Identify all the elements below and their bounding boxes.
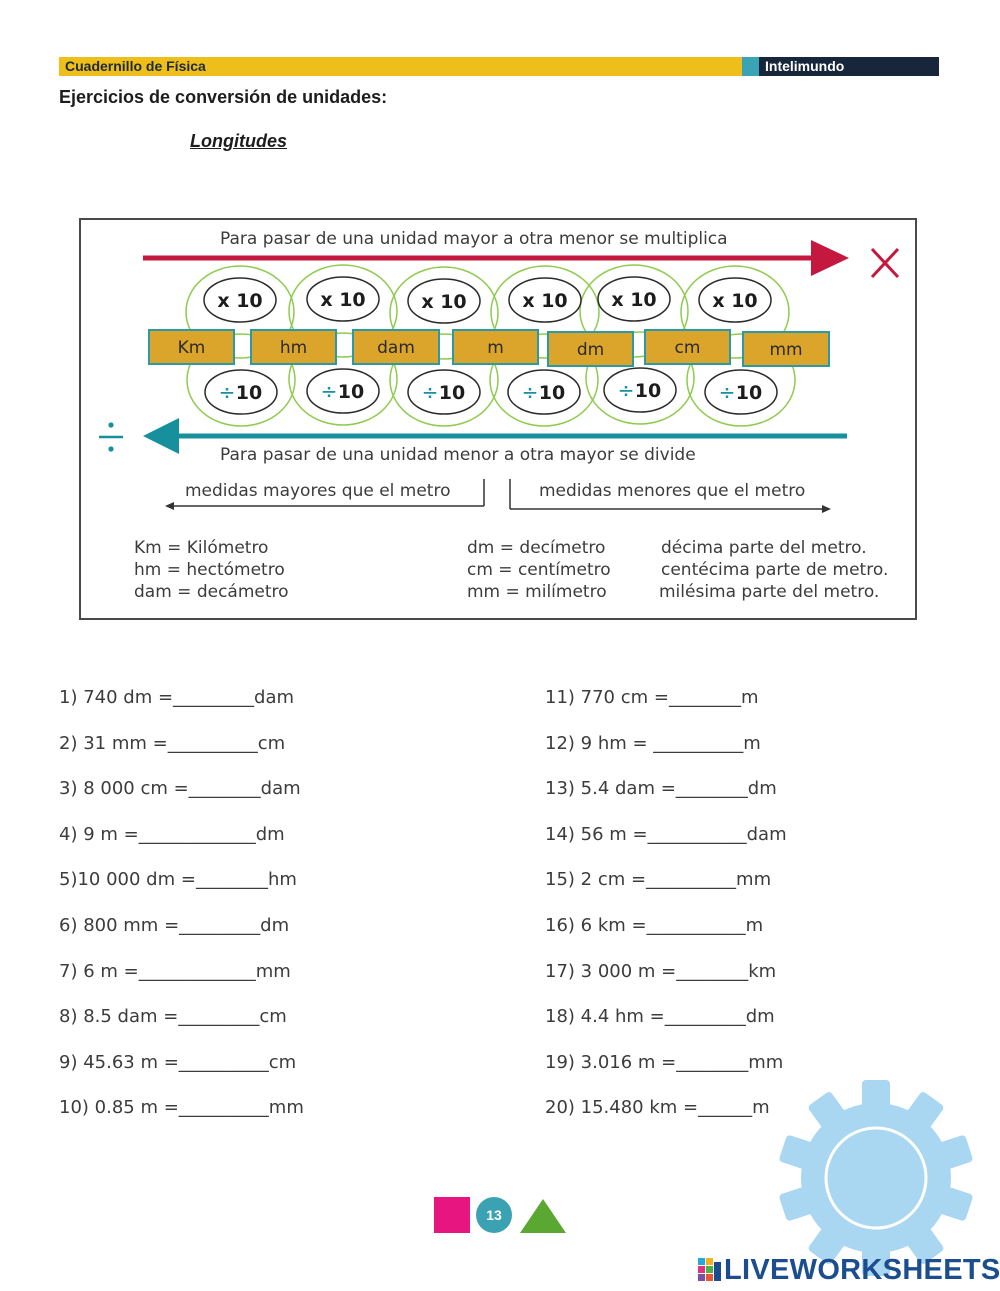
divide-symbol: ÷	[617, 378, 635, 402]
exercise-item: 17) 3 000 m =________km	[545, 960, 777, 982]
divide-symbol: ÷	[421, 380, 439, 404]
gear-icon	[776, 1078, 976, 1278]
exercise-item: 19) 3.016 m =________mm	[545, 1051, 784, 1073]
def-mm-meaning: milésima parte del metro.	[659, 582, 880, 602]
conversion-diagram	[79, 218, 917, 620]
unit-label: mm	[769, 340, 803, 360]
exercise-item: 13) 5.4 dam =________dm	[545, 778, 777, 800]
divide-arrow-head	[143, 418, 179, 454]
exercise-item: 12) 9 hm = __________m	[545, 732, 761, 754]
divide-symbol: ÷	[320, 379, 338, 403]
exercise-item: 5)10 000 dm =________hm	[59, 869, 297, 891]
multiply-label: x 10	[217, 290, 263, 312]
def-hm: hm = hectómetro	[134, 560, 285, 580]
section-subtitle: Longitudes	[190, 131, 287, 151]
multiply-label: x 10	[421, 291, 467, 313]
divide-label: 10	[337, 381, 365, 403]
exercise-item: 16) 6 km =___________m	[545, 915, 764, 936]
divide-label: 10	[634, 380, 662, 402]
exercise-item: 18) 4.4 hm =_________dm	[545, 1006, 775, 1028]
divide-label: 10	[538, 382, 566, 404]
liveworksheets-brand: LIVEWORKSHEETS	[724, 1254, 1000, 1286]
unit-label: hm	[279, 338, 308, 358]
header-left-label: Cuadernillo de Física	[65, 58, 206, 74]
unit-label: Km	[177, 338, 206, 358]
divide-label: 10	[735, 382, 763, 404]
exercise-item: 7) 6 m =_____________mm	[59, 960, 291, 982]
page-title: Ejercicios de conversión de unidades:	[59, 87, 388, 107]
exercise-item: 10) 0.85 m =__________mm	[59, 1097, 304, 1119]
page-number: 13	[476, 1197, 512, 1233]
exercise-item: 3) 8 000 cm =________dam	[59, 778, 301, 800]
exercise-item: 11) 770 cm =________m	[545, 687, 759, 708]
exercise-item: 20) 15.480 km =______m	[545, 1097, 770, 1119]
divide-symbol: ÷	[521, 380, 539, 404]
liveworksheets-logo-icon	[698, 1258, 722, 1282]
def-cm: cm = centímetro	[467, 560, 611, 580]
divide-symbol: ÷	[718, 380, 736, 404]
multiply-label: x 10	[712, 290, 758, 312]
left-bracket-label: medidas mayores que el metro	[185, 481, 451, 501]
def-cm-meaning: centécima parte de metro.	[661, 560, 889, 580]
exercise-item: 9) 45.63 m =__________cm	[59, 1051, 297, 1073]
multiply-arrow-head	[811, 240, 849, 276]
unit-label: dam	[377, 338, 415, 358]
def-km: Km = Kilómetro	[134, 538, 269, 558]
def-dm: dm = decímetro	[467, 538, 606, 558]
multiply-label: x 10	[320, 289, 366, 311]
bracket-left-arrowhead	[165, 502, 174, 510]
unit-label: cm	[674, 338, 701, 358]
exercise-item: 8) 8.5 dam =_________cm	[59, 1006, 287, 1028]
multiply-label: x 10	[522, 290, 568, 312]
header-accent	[742, 57, 759, 76]
footer-triangle-shape	[518, 1197, 568, 1235]
bottom-caption: Para pasar de una unidad menor a otra mayor se divide	[220, 445, 696, 465]
top-caption: Para pasar de una unidad mayor a otra menor se multiplica	[220, 229, 728, 249]
divide-label: 10	[438, 382, 466, 404]
right-bracket-label: medidas menores que el metro	[539, 481, 806, 501]
def-mm: mm = milímetro	[467, 582, 607, 602]
exercise-item: 15) 2 cm =__________mm	[545, 869, 772, 891]
divide-label: 10	[235, 382, 263, 404]
exercise-item: 2) 31 mm =__________cm	[59, 732, 286, 754]
header-bar-left	[59, 57, 742, 76]
footer-square-shape	[434, 1197, 470, 1233]
header-right-label: Intelimundo	[765, 58, 845, 74]
bracket-right-arrowhead	[822, 505, 831, 513]
header-bar-right	[759, 57, 939, 76]
exercise-item: 14) 56 m =___________dam	[545, 823, 787, 845]
exercise-item: 6) 800 mm =_________dm	[59, 915, 290, 936]
unit-label: m	[487, 338, 504, 358]
def-dam: dam = decámetro	[134, 582, 289, 602]
unit-label: dm	[576, 340, 605, 360]
exercise-item: 1) 740 dm =_________dam	[59, 687, 295, 708]
def-dm-meaning: décima parte del metro.	[661, 538, 867, 558]
multiply-label: x 10	[611, 289, 657, 311]
exercise-item: 4) 9 m =_____________dm	[59, 823, 285, 845]
divide-symbol: ÷	[218, 380, 236, 404]
